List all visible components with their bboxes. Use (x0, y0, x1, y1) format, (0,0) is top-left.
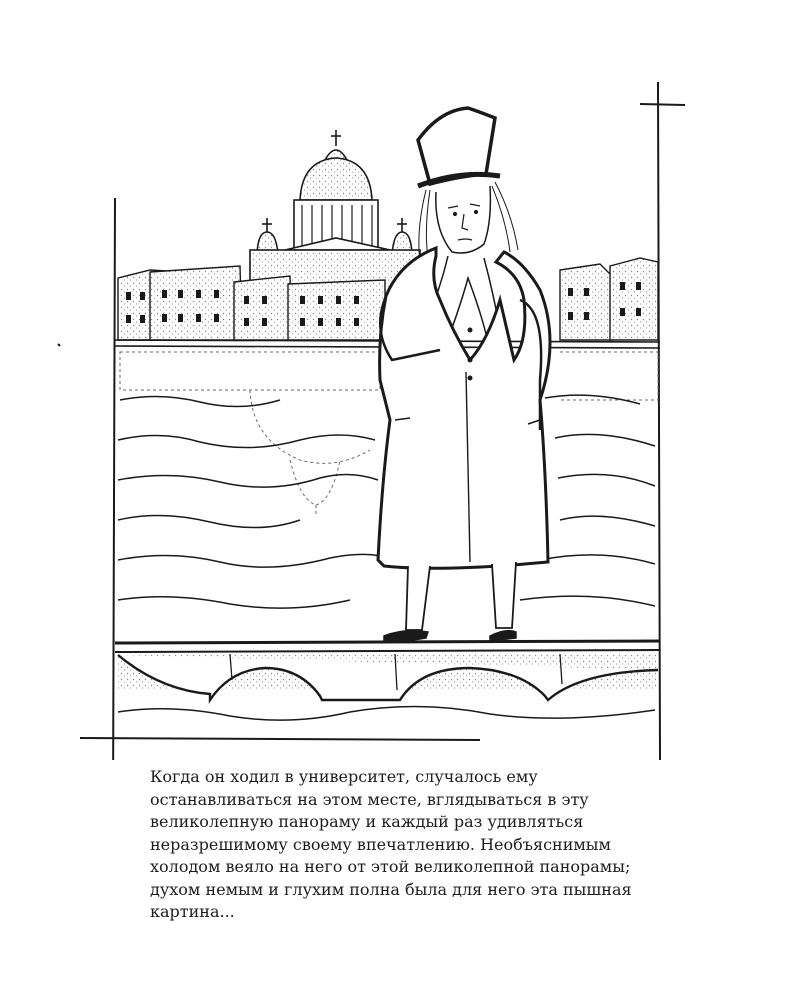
coat (378, 248, 550, 568)
left-shoe (384, 631, 428, 641)
caption-line: Когда он ходил в университет, случалось ему (150, 767, 538, 786)
caption-line: останавливаться на этом месте, вглядываться в эту (150, 789, 589, 809)
caption-line: духом немым и глухим полна была для него эта пышная (150, 879, 632, 899)
caption-text (150, 766, 710, 924)
caption-line: великолепную панораму и каждый раз удивляться (150, 812, 584, 831)
caption-line: картина... (150, 902, 235, 921)
caption-line: неразрешимому своему впечатлению. Необъяснимым (150, 834, 611, 854)
near-embankment (115, 641, 660, 720)
right-shoe (490, 631, 516, 640)
caption-line: холодом веяло на него от этой великолепной панорамы; (150, 857, 631, 876)
legs (406, 562, 516, 630)
man-figure (378, 108, 550, 641)
